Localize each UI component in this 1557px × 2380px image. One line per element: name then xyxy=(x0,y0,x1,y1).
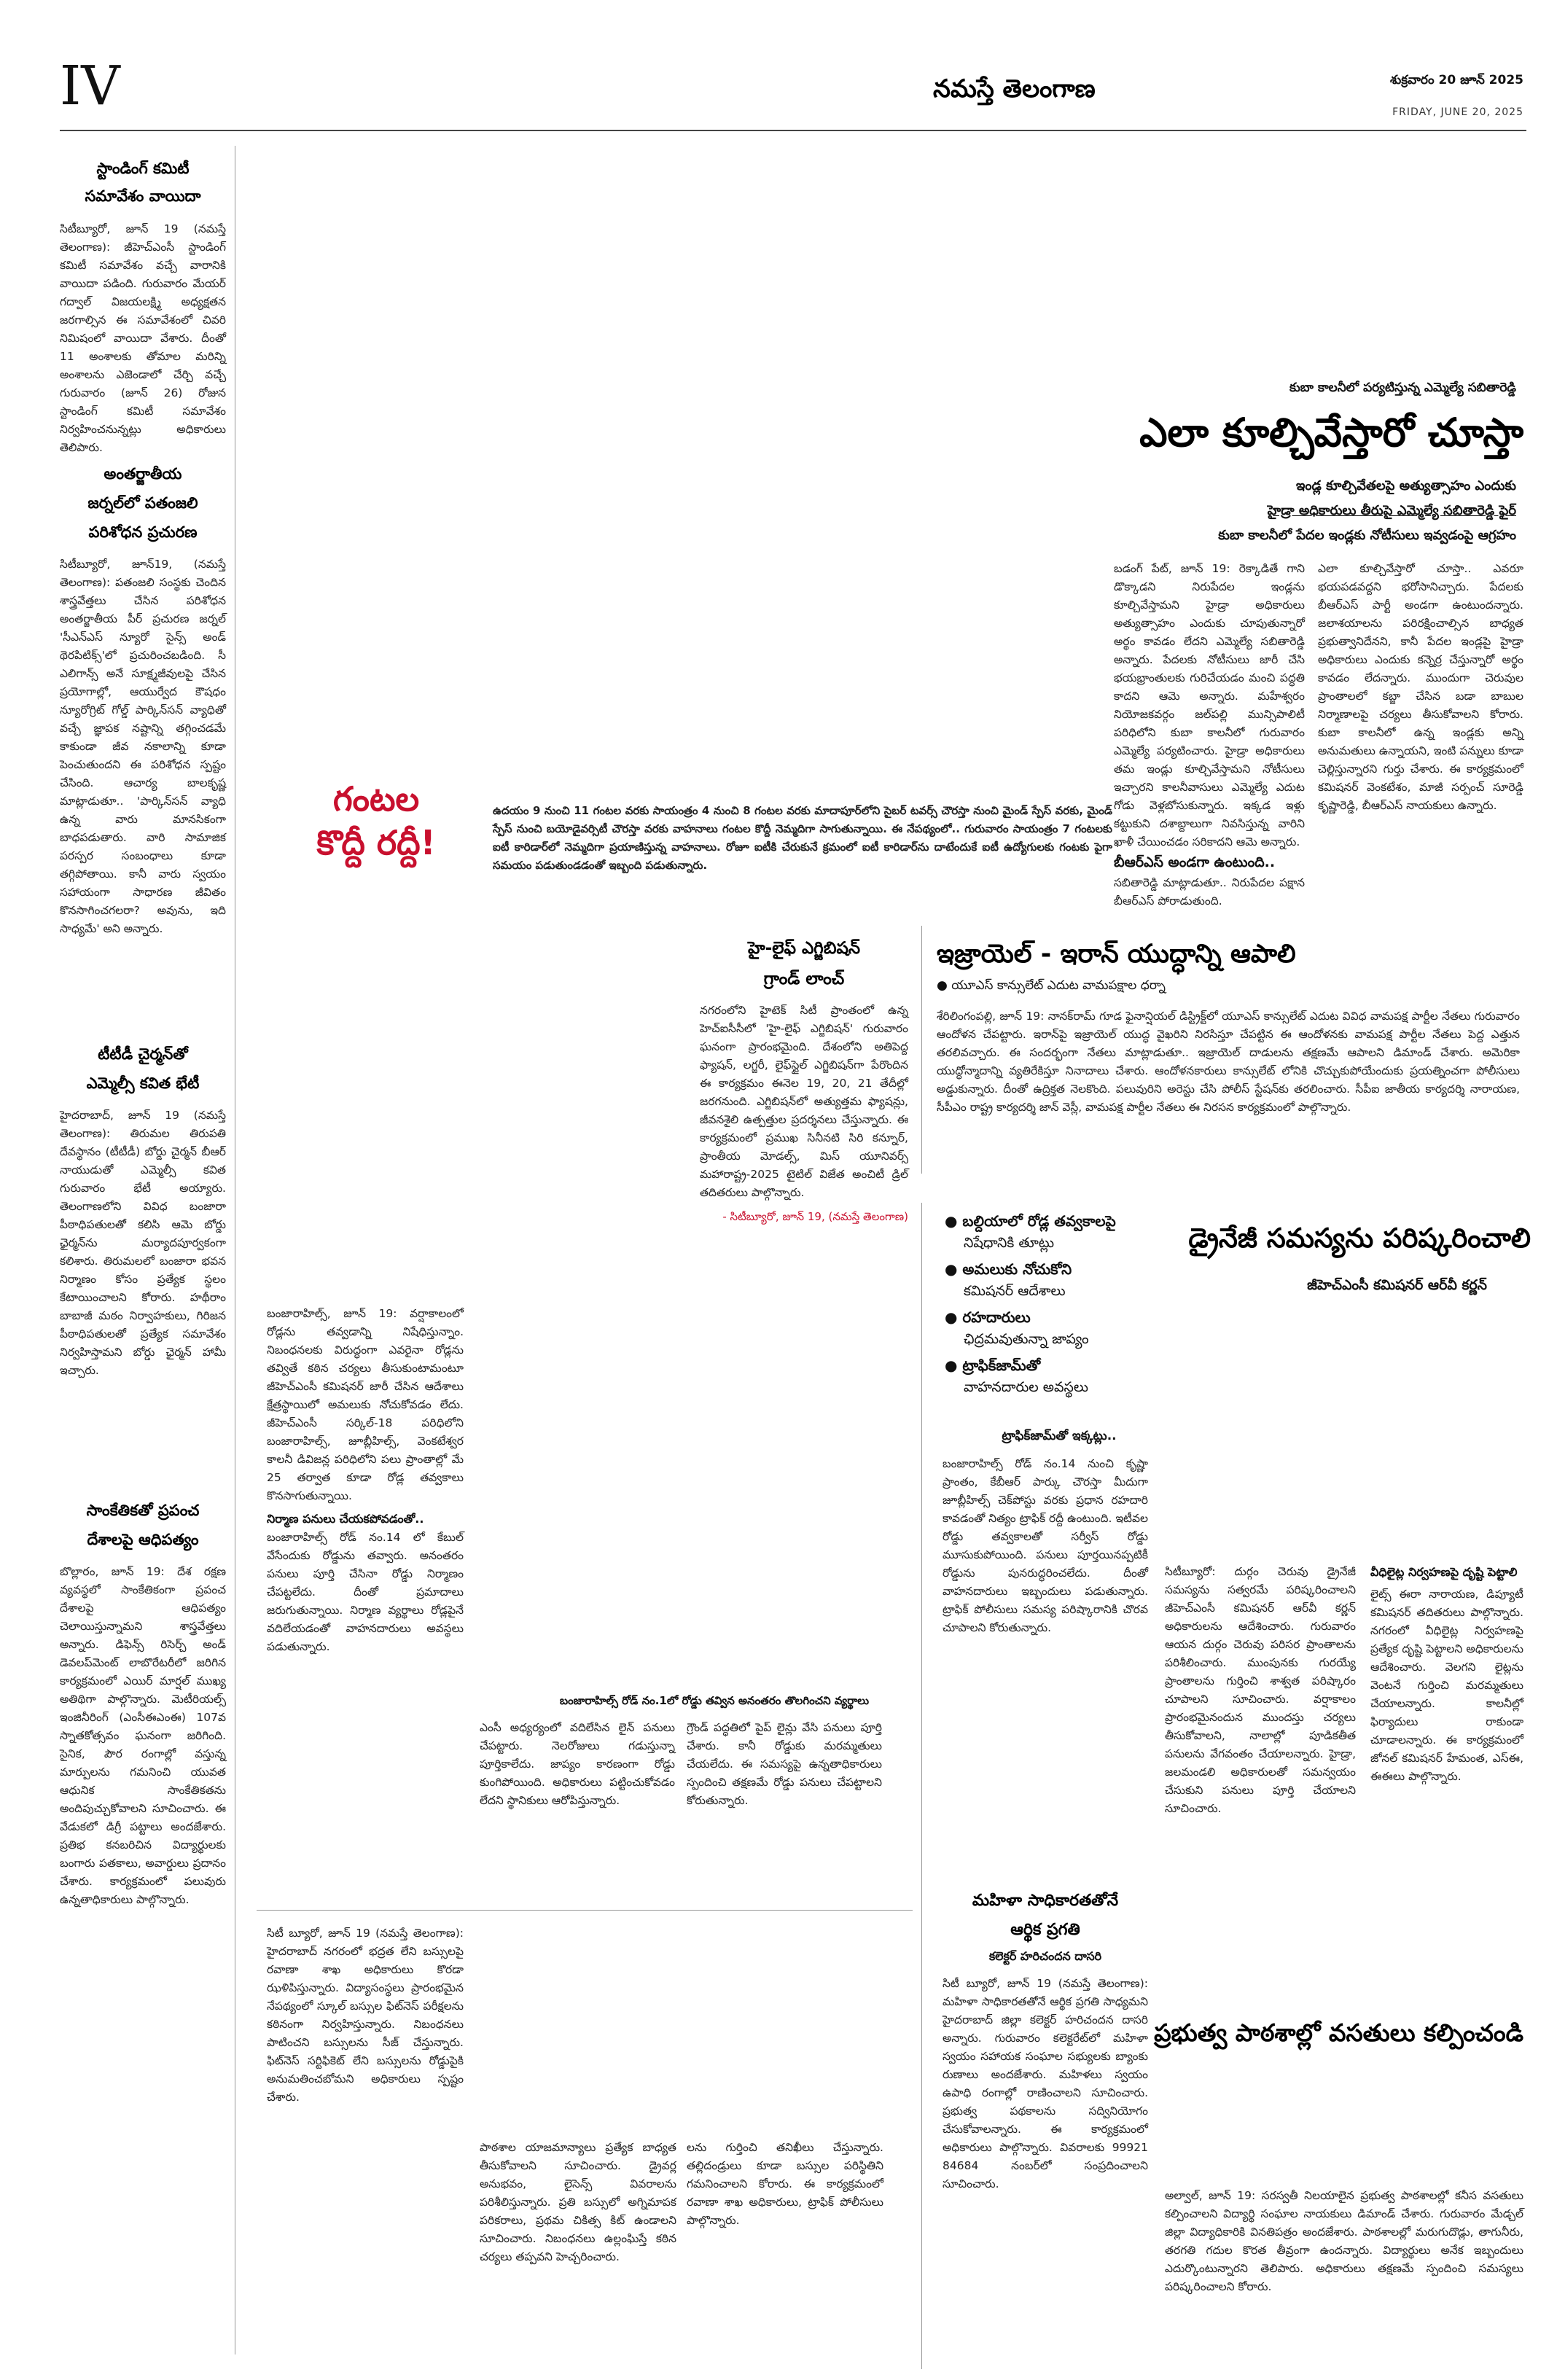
story-body: బంజారాహిల్స్ రోడ్ నం.14 లో కేబుల్ వేసేందుకు రోడ్డును తవ్వారు. అనంతరం పనులు పూర్తి చేసినా రోడ్డు నిర్మాణం చేపట్టలేదు. దీంతో ప్రమాదాలు జరుగుతున్నాయి. నిర్మాణ వ్యర్థాలు రోడ్లపైనే వదిలేయడంతో వాహనదారులు అవస్థలు పడుతున్నారు. xyxy=(267,1531,467,1653)
story-body: హైదరాబాద్, జూన్ 19 (నమస్తే తెలంగాణ): తిరుమల తిరుపతి దేవస్థానం (టీటీడీ) బోర్డు చైర్మన్ బీఆర్ నాయుడుతో ఎమ్మెల్సీ కవిత గురువారం భేటీ అయ్యారు. తెలంగాణలోని వివిధ బంజారా పీఠాధిపతులతో కలిసి ఆమె బోర్డు ఛైర్మన్‌ను మర్యాదపూర్వకంగా కలిశారు. తిరుమలలో బంజారా భవన నిర్మాణం కోసం ప్రత్యేక స్థలం కేటాయించాలని కోరారు. హథీరాం బాబాజీ మఠం నిర్వాహకులు, గిరిజన పీఠాధిపతులతో ప్రత్యేక సమావేశం నిర్వహిస్తామని బోర్డు ఛైర్మన్ హామీ ఇచ్చారు. xyxy=(60,1109,230,1377)
city-story-col-2: పాఠశాల యాజమాన్యాలు ప్రత్యేక బాధ్యత తీసుకోవాలని సూచించారు. డ్రైవర్ల అనుభవం, లైసెన్స్ వివరాలను పరిశీలిస్తున్నారు. ప్రతి బస్సులో అగ్నిమాపక పరికరాలు, ప్రథమ చికిత్స కిట్ ఉండాలని సూచించారు. నిబంధనలు ఉల్లంఘిస్తే కఠిన చర్యలు తప్పవని హెచ్చరించారు. xyxy=(480,2141,680,2263)
drainage-subhead: జీహెచ్ఎంసీ కమిషనర్ ఆర్‌వీ కర్ణన్ xyxy=(1307,1277,1487,1293)
story-body: సిటీబ్యూరో, జూన్19, (నమస్తే తెలంగాణ): పతంజలి సంస్థకు చెందిన శాస్త్రవేత్తలు చేసిన పరిశోధన అంతర్జాతీయ పీర్ ప్రచురణ జర్నల్ 'సీఎన్ఎస్ న్యూరో సైన్స్ అండ్ థెరపిటిక్స్'లో ప్రచురించబడింది. సీ ఎలిగాన్స్ అనే సూక్ష్మజీవులపై చేసిన ప్రయోగాల్లో, ఆయుర్వేద కౌషధం న్యూరోగ్రిట్ గోల్డ్ పార్కిన్‌సన్ వ్యాధితో వచ్చే జ్ఞాపక నష్టాన్ని తగ్గించడమే కాకుండా జీవ నకాలాన్ని కూడా పెంచుతుందని ఈ పరిశోధన స్పష్టం చేసింది. ఆచార్య బాలకృష్ణ మాట్లాడుతూ.. 'పార్కిన్‌సన్ వ్యాధి ఉన్న వారు మానసికంగా బాధపడుతారు. వారి సామాజిక పరస్పర సంబంధాలు కూడా తగ్గిపోతాయి. కానీ వారు స్వయం సహాయంగా సాధారణ జీవితం కొనసాగించగలరా? అవును, ఇది సాధ్యమే' అని అన్నారు. xyxy=(60,558,230,935)
section-divider xyxy=(921,1203,922,2369)
story-subhead: నిర్మాణ పనులు చేయకపోవడంతో.. xyxy=(267,1512,424,1526)
highlight-main: బల్దియాలో రోడ్ల తవ్వకాలపై xyxy=(962,1212,1116,1230)
date-english: FRIDAY, JUNE 20, 2025 xyxy=(1392,106,1523,118)
banjara-story-col-2: ఎంసీ అధ్యర్యంలో వదిలేసిన లైన్ పనులు చేపట్టారు. నెలరోజులు గడుస్తున్నా పూర్తికాలేదు. జాప్యం కారణంగా రోడ్డు కుంగిపోయింది. అధికారులు పట్టించుకోవడం లేదని స్థానికులు ఆరోపిస్తున్నారు. xyxy=(480,1721,679,1807)
story-body: సబితారెడ్డి మాట్లాడుతూ.. నిరుపేదల పక్షాన బీఆర్ఎస్ పోరాడుతుంది. xyxy=(1114,876,1308,908)
standing-committee-story xyxy=(60,155,230,457)
banjara-story-col-1 xyxy=(267,1305,467,1656)
women-story xyxy=(943,1887,1152,2193)
city-story-col-1: సిటీ బ్యూరో, జూన్ 19 (నమస్తే తెలంగాణ): హైదరాబాద్ నగరంలో భద్రత లేని బస్సులపై రవాణా శాఖ అధికారులు కొరడా ఝళిపిస్తున్నారు. విద్యాసంస్థలు ప్రారంభమైన నేపథ్యంలో స్కూల్ బస్సుల ఫిట్‌నెస్ పరీక్షలను కఠినంగా నిర్వహిస్తున్నారు. నిబంధనలు పాటించని బస్సులను సీజ్ చేస్తున్నారు. ఫిట్‌నెస్ సర్టిఫికెట్ లేని బస్సులను రోడ్డుపైకి అనుమతించబోమని అధికారులు స్పష్టం చేశారు. xyxy=(267,1927,467,2104)
traffic-sub-body: బంజారాహిల్స్ రోడ్ నం.14 నుంచి కృష్ణా ప్రాంతం, కేబీఆర్ పార్కు చౌరస్తా మీదుగా జూబ్లీహిల్స్ చెక్‌పోస్టు వరకు ప్రధాన రహదారి కావడంతో నిత్యం ట్రాఫిక్ రద్దీ ఉంటుంది. ఇటీవల రోడ్డు తవ్వకాలతో సర్వీస్ రోడ్డు మూసుకుపోయింది. పనులు పూర్తయినప్పటికీ రోడ్డును పునరుద్ధరించలేదు. దీంతో వాహనదారులు ఇబ్బందులు పడుతున్నారు. ట్రాఫిక్ పోలీసులు సమస్య పరిష్కారానికి చొరవ చూపాలని కోరుతున్నారు. xyxy=(943,1457,1152,1634)
highlight-sub: ఛిద్రమవుతున్నా జాప్యం xyxy=(964,1331,1089,1347)
highlight-item: ● రహదారులు ఛిద్రమవుతున్నా జాప్యం xyxy=(945,1306,1142,1350)
headline-line: కొద్దీ రద్దీ! xyxy=(316,823,436,862)
highlight-sub: కమిషనర్ ఆదేశాలు xyxy=(964,1283,1066,1299)
traffic-photo-headline xyxy=(296,777,456,865)
top-story-deck-3: కుబా కాలనీలో పేదల ఇండ్లకు నోటీసులు ఇవ్వడంపై ఆగ్రహం xyxy=(1218,528,1516,543)
top-story-headline: ఎలా కూల్చివేస్తారో చూస్తా xyxy=(1139,410,1523,456)
israel-story xyxy=(937,936,1523,1117)
top-story-kicker: కుబా కాలనీలో పర్యటిస్తున్న ఎమ్మెల్యే సబితారెడ్డి xyxy=(1289,381,1516,395)
story-title: హై-లైఫ్ ఎగ్జిబిషన్ xyxy=(747,939,860,958)
drainage-body: సిటీబ్యూరో: దుర్గం చెరువు డ్రైనేజీ సమస్యను సత్వరమే పరిష్కరించాలని జీహెచ్ఎంసీ కమిషనర్ ఆర్‌వీ కర్ణన్ అధికారులను ఆదేశించారు. గురువారం ఆయన దుర్గం చెరువు పరిసర ప్రాంతాలను పరిశీలించారు. ముంపునకు గురయ్యే ప్రాంతాలను గుర్తించి శాశ్వత పరిష్కారం చూపాలని సూచించారు. వర్షాకాలం ప్రారంభమైనందున ముందస్తు చర్యలు తీసుకోవాలని, నాలాల్లో పూడికతీత పనులను వేగవంతం చేయాలన్నారు. హైడ్రా, జలమండలి అధికారులతో సమన్వయం చేసుకుని పనులు పూర్తి చేయాలని సూచించారు. xyxy=(1165,1565,1359,1815)
technology-story xyxy=(60,1496,230,1909)
top-story-column-1 xyxy=(1114,560,1308,910)
story-title: టీటీడీ చైర్మన్‌తో xyxy=(98,1045,188,1063)
highlights-list xyxy=(945,1210,1142,1402)
drainage-subhead-2: వీధిలైట్ల నిర్వహణపై దృష్టి పెట్టాలి xyxy=(1370,1565,1518,1579)
highlight-item: ● అమలుకు నోచుకోని కమిషనర్ ఆదేశాలు xyxy=(945,1258,1142,1302)
story-body: బంజారాహిల్స్, జూన్ 19: వర్షాకాలంలో రోడ్లను తవ్వడాన్ని నిషేధిస్తున్నాం. నిబంధనలకు విరుద్ధంగా ఎవరైనా రోడ్లను తవ్వితే కఠిన చర్యలు తీసుకుంటామంటూ జీహెచ్ఎంసీ కమిషనర్ జారీ చేసిన ఆదేశాలు క్షేత్రస్థాయిలో అమలుకు నోచుకోవడం లేదు. జీహెచ్ఎంసీ సర్కిల్-18 పరిధిలోని బంజారాహిల్స్, జూబ్లీహిల్స్, వెంకటేశ్వర కాలనీ డివిజన్ల పరిధిలోని పలు ప్రాంతాల్లో మే 25 తర్వాత కూడా రోడ్ల తవ్వకాలు కొనసాగుతున్నాయి. xyxy=(267,1307,467,1502)
ttd-story xyxy=(60,1039,230,1380)
story-body: నగరంలోని హైటెక్ సిటీ ప్రాంతంలో ఉన్న హెచ్ఐసీసీలో 'హై-లైఫ్ ఎగ్జిబిషన్' గురువారం ఘనంగా ప్రారంభమైంది. దేశంలోని అతిపెద్ద ఫ్యాషన్, లగ్జరీ, లైఫ్‌స్టైల్ ఎగ్జిబిషన్‌గా పేరొందిన ఈ కార్యక్రమం ఈనెల 19, 20, 21 తేదీల్లో జరగనుంది. ఎగ్జిబిషన్‌లో అత్యుత్తమ ఫ్యాషన్లు, జీవనశైలి ఉత్పత్తుల ప్రదర్శనలు చేస్తున్నారు. ఈ కార్యక్రమంలో ప్రముఖ సినీనటి సిరి కన్నూర్, ప్రాంతీయ మోడల్స్, మిస్ యూనివర్స్ మహారాష్ట్ర-2025 టైటిల్ విజేత అంచిటీ డ్రిల్ తదితరులు పాల్గొన్నారు. xyxy=(700,1004,912,1199)
school-headline: ప్రభుత్వ పాఠశాల్లో వసతులు కల్పించండి xyxy=(1154,2018,1523,2047)
highlight-item: ● బల్దియాలో రోడ్ల తవ్వకాలపై నిషేధానికి తూట్లు xyxy=(945,1210,1142,1254)
section-divider xyxy=(257,1910,913,1911)
story-title: సమావేశం వాయిదా xyxy=(85,187,201,205)
patanjali-story xyxy=(60,459,230,938)
city-story-col-3: లను గుర్తించి తనిఖీలు చేస్తున్నారు. తల్లిదండ్రులు కూడా బస్సుల పరిస్థితిని గమనించాలని కోరారు. ఈ కార్యక్రమంలో రవాణా శాఖ అధికారులు, ట్రాఫిక్ పోలీసులు పాల్గొన్నారు. xyxy=(687,2141,887,2227)
highlight-item: ● ట్రాఫిక్‌జామ్‌తో వాహనదారుల అవస్థలు xyxy=(945,1354,1142,1398)
story-body: బొల్లారం, జూన్ 19: దేశ రక్షణ వ్యవస్థలో సాంకేతికంగా ప్రపంచ దేశాలపై ఆధిపత్యం చెలాయిస్తున్నామని శాస్త్రవేత్తలు అన్నారు. డిఫెన్స్ రిసెర్చ్ అండ్ డెవలప్‌మెంట్ లాబొరేటరీలో జరిగిన కార్యక్రమంలో ఎయిర్ మార్షల్ ముఖ్య అతిథిగా పాల్గొన్నారు. మెటీరియల్స్ ఇంజినీరింగ్ (ఎంసీఈఎంఈ) 107వ స్నాతకోత్సవం ఘనంగా జరిగింది. సైనిక, పౌర రంగాల్లో వస్తున్న మార్పులను గమనించి యువత ఆధునిక సాంకేతికతను అందిపుచ్చుకోవాలని సూచించారు. ఈ వేడుకలో డిగ్రీ పట్టాలు అందజేశారు. ప్రతిభ కనబరిచిన విద్యార్థులకు బంగారు పతకాలు, అవార్డులు ప్రదానం చేశారు. కార్యక్రమంలో పలువురు ఉన్నతాధికారులు పాల్గొన్నారు. xyxy=(60,1565,230,1906)
top-story-column-2 xyxy=(1318,560,1527,815)
drainage-headline: డ్రైనేజీ సమస్యను పరిష్కరించాలి xyxy=(1188,1222,1531,1254)
highlight-sub: నిషేధానికి తూట్లు xyxy=(964,1235,1055,1251)
section-divider xyxy=(921,926,922,1174)
top-story-deck-1: ఇండ్ల కూల్చివేతలపై అత్యుత్సాహం ఎందుకు xyxy=(1296,478,1516,493)
story-title: ఆర్థిక ప్రగతి xyxy=(1010,1921,1080,1939)
story-body: సిటీబ్యూరో, జూన్ 19 (నమస్తే తెలంగాణ): జీహెచ్ఎంసీ స్టాండింగ్ కమిటీ సమావేశం వచ్చే వారానికి వాయిదా పడింది. గురువారం మేయర్ గద్వాల్ విజయలక్ష్మి అధ్యక్షతన జరగాల్సిన ఈ సమావేశంలో చివరి నిమిషంలో వాయిదా వేశారు. దీంతో 11 అంశాలకు తోమాల మరిన్ని అంశాలను ఎజెండాలో చేర్చి వచ్చే గురువారం (జూన్ 26) రోజున స్టాండింగ్ కమిటీ సమావేశం నిర్వహించనున్నట్లు అధికారులు తెలిపారు. xyxy=(60,222,230,454)
story-subhead: ● యూఎస్ కాన్సులేట్ ఎదుట వామపక్షాల ధర్నా xyxy=(937,978,1166,993)
traffic-subhead: ట్రాఫిక్‌జామ్‌తో ఇక్కట్లు.. xyxy=(1002,1429,1117,1443)
subhead-text: యూఎస్ కాన్సులేట్ ఎదుట వామపక్షాల ధర్నా xyxy=(951,978,1166,993)
highlight-main: అమలుకు నోచుకోని xyxy=(962,1260,1072,1278)
story-body: బడంగ్ పేట్, జూన్ 19: రెక్కాడితే గాని డొక్కాడని నిరుపేదల ఇండ్లను కూల్చివేస్తామని హైడ్రా అధికారులు అత్యుత్సాహం ఎందుకు చూపుతున్నారో అర్థం కావడం లేదని ఎమ్మెల్యే సబితారెడ్డి అన్నారు. పేదలకు నోటీసులు జారీ చేసి భయభ్రాంతులకు గురిచేయడం మంచి పద్ధతి కాదని ఆమె అన్నారు. మహేశ్వరం నియోజకవర్గం జల్‌పల్లి మున్సిపాలిటీ పరిధిలోని కుబా కాలనీలో గురువారం ఎమ్మెల్యే పర్యటించారు. హైడ్రా అధికారులు తమ ఇండ్లు కూల్చివేస్తామని నోటీసులు ఇచ్చారని కాలనీవాసులు ఎమ్మెల్యే ఎదుట గోడు వెళ్లబోసుకున్నారు. ఇక్కడ ఇళ్లు కట్టుకుని దశాబ్దాలుగా నివసిస్తున్న వారిని ఖాళీ చేయించడం సరికాదని ఆమె అన్నారు. xyxy=(1114,562,1308,848)
top-story-deck-2: హైడ్రా అధికారులు తీరుపై ఎమ్మెల్యే సబితారెడ్డి ఫైర్ xyxy=(1267,503,1516,518)
header-rule xyxy=(60,130,1526,131)
story-body: లైట్స్ ఈరా నారాయణ, డిప్యూటీ కమిషనర్ తదితరులు పాల్గొన్నారు. నగరంలో వీధిలైట్ల నిర్వహణపై ప్రత్యేక దృష్టి పెట్టాలని అధికారులను ఆదేశించారు. వెలగని లైట్లను వెంటనే గుర్తించి మరమ్మతులు చేయాలన్నారు. కాలనీల్లో ఫిర్యాదులు రాకుండా చూడాలన్నారు. ఈ కార్యక్రమంలో జోనల్ కమిషనర్ హేమంత, ఎస్ఈ, ఈఈలు పాల్గొన్నారు. xyxy=(1370,1588,1527,1783)
masthead: నమస్తే తెలంగాణ xyxy=(933,74,1096,104)
story-title: దేశాలపై ఆధిపత్యం xyxy=(87,1531,199,1548)
story-subhead: బీఆర్ఎస్ అండగా ఉంటుంది.. xyxy=(1114,854,1276,870)
date-telugu: శుక్రవారం 20 జూన్ 2025 xyxy=(1389,73,1523,87)
highlight-main: రహదారులు xyxy=(962,1308,1031,1326)
banjara-story-col-3: గ్రౌండ్ పద్ధతిలో పైప్ లైన్లు వేసి పనులు పూర్తి చేశారు. కానీ రోడ్డుకు మరమ్మతులు చేయలేదు. ఈ సమస్యపై ఉన్నతాధికారులు స్పందించి తక్షణమే రోడ్డు పనులు చేపట్టాలని కోరుతున్నారు. xyxy=(687,1721,886,1807)
banjara-photo-caption: బంజారాహిల్స్ రోడ్ నం.1లో రోడ్డు తవ్విన అనంతరం తొలగించని వ్యర్థాలు xyxy=(559,1694,870,1707)
story-title: మహిళా సాధికారతతోనే xyxy=(972,1892,1119,1910)
story-body: ఎలా కూల్చివేస్తారో చూస్తా.. ఎవరూ భయపడవద్దని భరోసానిచ్చారు. పేదలకు బీఆర్ఎస్ పార్టీ అండగా ఉంటుందన్నారు. జలాశయాలను పరిరక్షించాల్సిన బాధ్యత ప్రభుత్వానిదేనని, కానీ పేదల ఇండ్లపై హైడ్రా అధికారులు ఎందుకు కన్నెర్ర చేస్తున్నారో అర్థం కావడం లేదన్నారు. ముందుగా చెరువుల ప్రాంతాలలో కబ్జా చేసిన బడా బాబుల నిర్మాణాలపై చర్యలు తీసుకోవాలని కోరారు. కుబా కాలనీలో ఉన్న ఇండ్లకు అన్ని అనుమతులు ఉన్నాయని, ఇంటి పన్నులు కూడా చెల్లిస్తున్నారని గుర్తు చేశారు. ఈ కార్యక్రమంలో కమిషనర్ వెంకటేశం, మాజీ సర్పంచ్ సూరెడ్డి కృష్ణారెడ్డి, బీఆర్ఎస్ నాయకులు ఉన్నారు. xyxy=(1318,562,1527,812)
story-title: పరిశోధన ప్రచురణ xyxy=(88,523,198,541)
highlight-sub: వాహనదారుల అవస్థలు xyxy=(964,1379,1088,1395)
story-title: స్టాండింగ్ కమిటీ xyxy=(96,160,190,177)
story-title: అంతర్జాతీయ xyxy=(104,465,182,483)
story-title: సాంకేతికతో ప్రపంచ xyxy=(86,1502,200,1519)
traffic-caption: ఉదయం 9 నుంచి 11 గంటల వరకు సాయంత్రం 4 నుంచి 8 గంటల వరకు మాదాపూర్‌లోని సైబర్ టవర్స్ చౌరస్తా నుంచి మైండ్ స్పేస్ వరకు, మైండ్ స్పేస్ నుంచి బయోడైవర్సిటీ చౌరస్తా వరకు వాహనాలు గంటల కొద్దీ నెమ్మదిగా సాగుతున్నాయి. ఈ నేపథ్యంలో.. గురువారం సాయంత్రం 7 గంటలకు ఐటీ కారిడార్‌లో నెమ్మదిగా ప్రయాణిస్తున్న వాహనాలు. రోజూ ఐటీకి చేరుకునే క్రమంలో ఐటీ కారిడార్‌ను దాటేందుకే ఐటీ ఉద్యోగులకు గంటకు పైగా సమయం పడుతుండడంతో ఇబ్బంది పడుతున్నారు. xyxy=(493,804,1112,872)
headline-line: గంటల xyxy=(332,779,420,819)
story-body: శేరిలింగంపల్లి, జూన్ 19: నానక్‌రామ్ గూడ ఫైనాన్షియల్ డిస్ట్రిక్ట్‌లో యూఎస్ కాన్సులేట్ ఎదుట వివిధ వామపక్ష పార్టీల నేతలు గురువారం ఆందోళన చేపట్టారు. ఇరాన్‌పై ఇజ్రాయెల్ యుద్ధ వైఖరిని నిరసిస్తూ చేపట్టిన ఈ ఆందోళనకు వామపక్ష పార్టీల నేతలు పెద్ద ఎత్తున తరలివచ్చారు. ఈ సందర్భంగా నేతలు మాట్లాడుతూ.. ఇజ్రాయెల్ దాడులను తక్షణమే ఆపాలని డిమాండ్ చేశారు. అమెరికా యుద్ధోన్మాదాన్ని వ్యతిరేకిస్తూ నినాదాలు చేశారు. ఆందోళనకారులు కాన్సులేట్ లోనికి చొచ్చుకుపోయేందుకు ప్రయత్నించగా పోలీసులు అడ్డుకున్నారు. దీంతో ఉద్రిక్తత నెలకొంది. పలువురిని అరెస్టు చేసి పోలీస్ స్టేషన్‌కు తరలించారు. సీపీఐ జాతీయ కార్యదర్శి నారాయణ, సీపీఎం రాష్ట్ర కార్యదర్శి జాన్ వెస్లీ, వామపక్ష పార్టీల నేతలు ఈ నిరసన కార్యక్రమంలో పాల్గొన్నారు. xyxy=(937,1010,1523,1114)
hitex-story xyxy=(700,933,912,1225)
story-title: గ్రాండ్ లాంచ్ xyxy=(763,969,845,988)
page-number: IV xyxy=(60,55,120,117)
story-headline: ఇజ్రాయెల్ - ఇరాన్ యుద్ధాన్ని ఆపాలి xyxy=(937,940,1296,969)
story-body: సిటీ బ్యూరో, జూన్ 19 (నమస్తే తెలంగాణ): మహిళా సాధికారతతోనే ఆర్థిక ప్రగతి సాధ్యమని హైదరాబాద్ జిల్లా కలెక్టర్ హరిచందన దాసరి అన్నారు. గురువారం కలెక్టరేట్‌లో మహిళా స్వయం సహాయక సంఘాల సభ్యులకు బ్యాంకు రుణాలు అందజేశారు. మహిళలు స్వయం ఉపాధి రంగాల్లో రాణించాలని సూచించారు. ప్రభుత్వ పథకాలను సద్వినియోగం చేసుకోవాలన్నారు. ఈ కార్యక్రమంలో అధికారులు పాల్గొన్నారు. వివరాలకు 99921 84684 నంబర్‌లో సంప్రదించాలని సూచించారు. xyxy=(943,1977,1152,2190)
highlight-main: ట్రాఫిక్‌జామ్‌తో xyxy=(962,1357,1041,1374)
story-title: జర్నల్‌లో పతంజలి xyxy=(87,494,198,512)
story-subhead: కలెక్టర్ హరిచందన దాసరి xyxy=(988,1949,1102,1963)
school-body: అల్వాల్, జూన్ 19: సరస్వతీ నిలయాలైన ప్రభుత్వ పాఠశాలల్లో కనీస వసతులు కల్పించాలని విద్యార్థి సంఘాల నాయకులు డిమాండ్ చేశారు. గురువారం మేడ్చల్ జిల్లా విద్యాధికారికి వినతిపత్రం అందజేశారు. పాఠశాలల్లో మరుగుదొడ్లు, తాగునీరు, తరగతి గదుల కొరత తీవ్రంగా ఉందన్నారు. విద్యార్థులు అనేక ఇబ్బందులు ఎదుర్కొంటున్నారని తెలిపారు. అధికారులు తక్షణమే స్పందించి సమస్యలు పరిష్కరించాలని కోరారు. xyxy=(1165,2189,1527,2293)
story-title: ఎమ్మెల్సీ కవిత భేటీ xyxy=(86,1074,200,1092)
story-credit: - సిటీబ్యూరో, జూన్ 19, (నమస్తే తెలంగాణ) xyxy=(722,1210,908,1223)
drainage-column-2 xyxy=(1370,1563,1527,1786)
